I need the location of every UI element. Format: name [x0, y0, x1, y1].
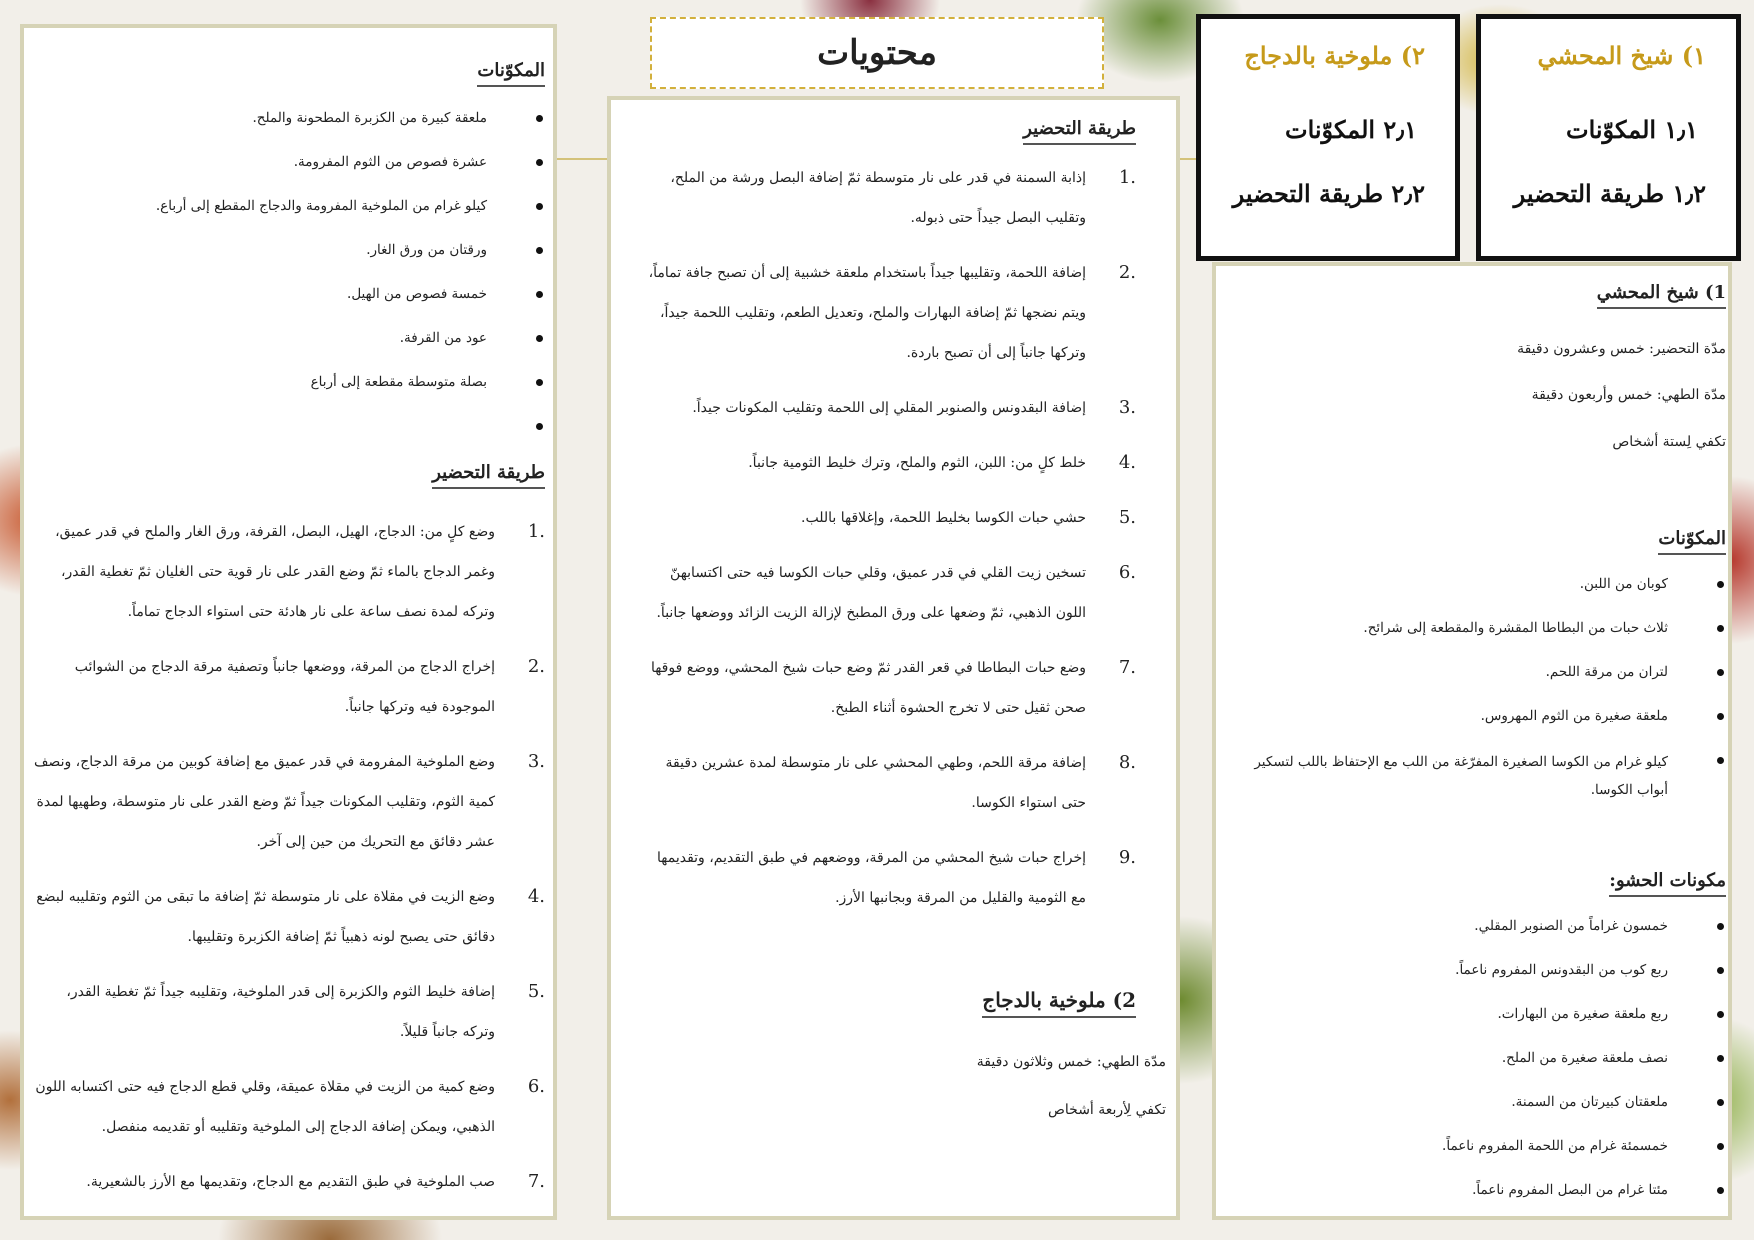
- toc-recipe1-title[interactable]: ١) شيخ المحشي: [1537, 41, 1706, 70]
- step-number: 3.: [527, 751, 545, 772]
- toc-recipe2-title[interactable]: ٢) ملوخية بالدجاج: [1244, 41, 1425, 70]
- recipe2-cook-time: مدّة الطهي: خمس وثلاثون دقيقة: [976, 1054, 1166, 1070]
- step-number: 1.: [527, 521, 545, 542]
- step-text: وضع حبات البطاطا في قعر القدر ثمّ وضع حبات شيخ المحشي، ووضع فوقها صحن ثقيل حتى لا تخرج الحشوة أثناء الطبخ.: [650, 660, 1086, 716]
- step-number: 4.: [1118, 452, 1136, 473]
- toc-recipe2-method[interactable]: ٢٫٢ طريقة التحضير: [1232, 179, 1425, 208]
- step-text: إضافة اللحمة، وتقليبها جيداً باستخدام ملعقة خشبية إلى أن تصبح جافة تماماً، ويتم نضجها ثمّ إضافة البهارات والملح، وتعديل الطعم، وتقليب اللحمة جيداً، وتركها جانباً إلى أن تصبح باردة.: [648, 265, 1086, 361]
- step-text: صب الملوخية في طبق التقديم مع الدجاج، وتقديمها مع الأرز بالشعيرية.: [86, 1174, 495, 1190]
- list-item: ثلاث حبات من البطاطا المقشرة والمقطعة إلى شرائح.: [1226, 616, 1726, 640]
- method-step: [30, 972, 545, 1052]
- method-step: [646, 743, 1136, 823]
- recipe1-method-heading: طريقة التحضير: [1023, 118, 1136, 145]
- method-step: [30, 877, 545, 957]
- recipe1-prep-time: مدّة التحضير: خمس وعشرون دقيقة: [1517, 341, 1726, 357]
- list-item: لتران من مرقة اللحم.: [1226, 660, 1726, 684]
- step-text: إضافة مرقة اللحم، وطهي المحشي على نار متوسطة لمدة عشرين دقيقة حتى استواء الكوسا.: [665, 755, 1086, 811]
- step-number: 6.: [527, 1076, 545, 1097]
- contents-title: محتويات: [650, 17, 1104, 89]
- method-step: [646, 648, 1136, 728]
- recipe1-stuffing-heading: مكونات الحشو:: [1609, 870, 1726, 897]
- method-step: [646, 443, 1136, 483]
- recipe1-servings: تكفي لِستة أشخاص: [1612, 434, 1726, 450]
- list-item: ملعقتان كبيرتان من السمنة.: [1226, 1090, 1726, 1114]
- step-number: 5.: [1118, 507, 1136, 528]
- list-item: بصلة متوسطة مقطعة إلى أرباع: [45, 370, 545, 394]
- list-item: عود من القرفة.: [45, 326, 545, 350]
- recipe1-cook-time: مدّة الطهي: خمس وأربعون دقيقة: [1531, 387, 1726, 403]
- recipe1-stuffing-list: [1226, 914, 1726, 1202]
- method-step: [646, 388, 1136, 428]
- step-text: وضع كلٍ من: الدجاج، الهيل، البصل، القرفة، ورق الغار والملح في قدر عميق، وغمر الدجاج بالماء ثمّ وضع القدر على نار قوية حتى الغليان ثمّ تغطية القدر، وتركه لمدة نصف ساعة على نار هادئة حتى استواء الدجاج تماماً.: [55, 524, 495, 620]
- method-step: [30, 1067, 545, 1147]
- toc-box-recipe2: [1196, 14, 1460, 261]
- recipe2-ingredients-list: [45, 106, 545, 438]
- toc-box-recipe1: [1476, 14, 1741, 261]
- step-number: 7.: [1118, 657, 1136, 678]
- list-item: كوبان من اللبن.: [1226, 572, 1726, 596]
- step-text: وضع كمية من الزيت في مقلاة عميقة، وقلي قطع الدجاج فيه حتى اكتسابه اللون الذهبي، ويمكن إضافة الدجاج إلى الملوخية وتقليبه أو تقديمه منفصل.: [35, 1079, 495, 1135]
- step-text: خلط كلٍ من: اللبن، الثوم والملح، وترك خليط الثومية جانباً.: [748, 455, 1086, 471]
- recipe1-heading: 1) شيخ المحشي: [1597, 282, 1726, 309]
- list-item: ربع ملعقة صغيرة من البهارات.: [1226, 1002, 1726, 1026]
- step-text: إضافة البقدونس والصنوبر المقلي إلى اللحمة وتقليب المكونات جيداً.: [692, 400, 1086, 416]
- step-text: حشي حبات الكوسا بخليط اللحمة، وإغلاقها باللب.: [801, 510, 1086, 526]
- step-number: 1.: [1118, 167, 1136, 188]
- list-item: ملعقة كبيرة من الكزبرة المطحونة والملح.: [45, 106, 545, 130]
- toc-recipe1-ingredients[interactable]: ١٫١ المكوّنات: [1565, 115, 1698, 144]
- recipe2-method-heading: طريقة التحضير: [432, 462, 545, 489]
- list-item: كيلو غرام من الكوسا الصغيرة المفرّغة من اللب مع الإحتفاظ باللب لتسكير أبواب الكوسا.: [1226, 748, 1726, 804]
- list-item: نصف ملعقة صغيرة من الملح.: [1226, 1046, 1726, 1070]
- method-step: [646, 553, 1136, 633]
- recipe2-method-list: [30, 512, 545, 1202]
- list-item: عشرة فصوص من الثوم المفرومة.: [45, 150, 545, 174]
- list-item: خمسمئة غرام من اللحمة المفروم ناعماً.: [1226, 1134, 1726, 1158]
- method-step: [30, 647, 545, 727]
- recipe2-ingredients-heading: المكوّنات: [477, 60, 545, 87]
- step-number: 4.: [527, 886, 545, 907]
- step-text: وضع الزيت في مقلاة على نار متوسطة ثمّ إضافة ما تبقى من الثوم وتقليبه لبضع دقائق حتى يصبح لونه ذهبياً ثمّ إضافة الكزبرة وتقليبها.: [36, 889, 495, 945]
- method-step: [30, 512, 545, 632]
- step-number: 8.: [1118, 752, 1136, 773]
- panel-recipe1-method: [607, 96, 1180, 1220]
- list-item: خمسة فصوص من الهيل.: [45, 282, 545, 306]
- recipe2-heading: 2) ملوخية بالدجاج: [982, 988, 1136, 1018]
- step-text: وضع الملوخية المفرومة في قدر عميق مع إضافة كوبين من مرقة الدجاج، ونصف كمية الثوم، وتقليب المكونات جيداً ثمّ وضع القدر على نار متوسطة، وطهيها لمدة عشر دقائق مع التحريك من حين إلى آخر.: [33, 754, 495, 850]
- method-step: [646, 498, 1136, 538]
- step-number: 3.: [1118, 397, 1136, 418]
- recipe1-ingredients-list: [1226, 572, 1726, 804]
- step-text: إذابة السمنة في قدر على نار متوسطة ثمّ إضافة البصل ورشة من الملح، وتقليب البصل جيداً حتى ذبوله.: [670, 170, 1086, 226]
- step-number: 6.: [1118, 562, 1136, 583]
- panel-recipe2: [20, 24, 557, 1220]
- step-text: تسخين زيت القلي في قدر عميق، وقلي حبات الكوسا فيه حتى اكتسابهنّ اللون الذهبي، ثمّ وضعها على ورق المطبخ لإزالة الزيت الزائد ووضعها جانباً.: [656, 565, 1086, 621]
- step-number: 9.: [1118, 847, 1136, 868]
- step-text: إخراج الدجاج من المرقة، ووضعها جانباً وتصفية مرقة الدجاج من الشوائب الموجودة فيه وتركها جانباً.: [74, 659, 495, 715]
- recipe1-ingredients-heading: المكوّنات: [1658, 528, 1726, 555]
- toc-recipe1-method[interactable]: ١٫٢ طريقة التحضير: [1513, 179, 1706, 208]
- step-text: إخراج حبات شيخ المحشي من المرقة، ووضعهم في طبق التقديم، وتقديمها مع الثومية والقليل من المرقة وبجانبها الأرز.: [657, 850, 1086, 906]
- step-number: 2.: [527, 656, 545, 677]
- method-step: [30, 742, 545, 862]
- method-step: [30, 1162, 545, 1202]
- step-number: 2.: [1118, 262, 1136, 283]
- connector-line-left: [556, 158, 608, 160]
- list-item: كيلو غرام من الملوخية المفرومة والدجاج المقطع إلى أرباع.: [45, 194, 545, 218]
- step-number: 7.: [527, 1171, 545, 1192]
- list-item: ملعقة صغيرة من الثوم المهروس.: [1226, 704, 1726, 728]
- method-step: [646, 158, 1136, 238]
- method-step: [646, 253, 1136, 373]
- recipe1-method-list: [646, 158, 1136, 918]
- step-number: 5.: [527, 981, 545, 1002]
- list-item: خمسون غراماً من الصنوبر المقلي.: [1226, 914, 1726, 938]
- list-item: ورقتان من ورق الغار.: [45, 238, 545, 262]
- list-item: [45, 414, 545, 438]
- step-text: إضافة خليط الثوم والكزبرة إلى قدر الملوخية، وتقليبه جيداً ثمّ تغطية القدر، وتركه جانباً قليلاً.: [66, 984, 495, 1040]
- toc-recipe2-ingredients[interactable]: ٢٫١ المكوّنات: [1284, 115, 1417, 144]
- list-item: مئتا غرام من البصل المفروم ناعماً.: [1226, 1178, 1726, 1202]
- method-step: [646, 838, 1136, 918]
- list-item: ربع كوب من البقدونس المفروم ناعماً.: [1226, 958, 1726, 982]
- recipe2-servings: تكفي لِأربعة أشخاص: [1047, 1102, 1166, 1118]
- panel-recipe1-ingredients: [1212, 262, 1732, 1220]
